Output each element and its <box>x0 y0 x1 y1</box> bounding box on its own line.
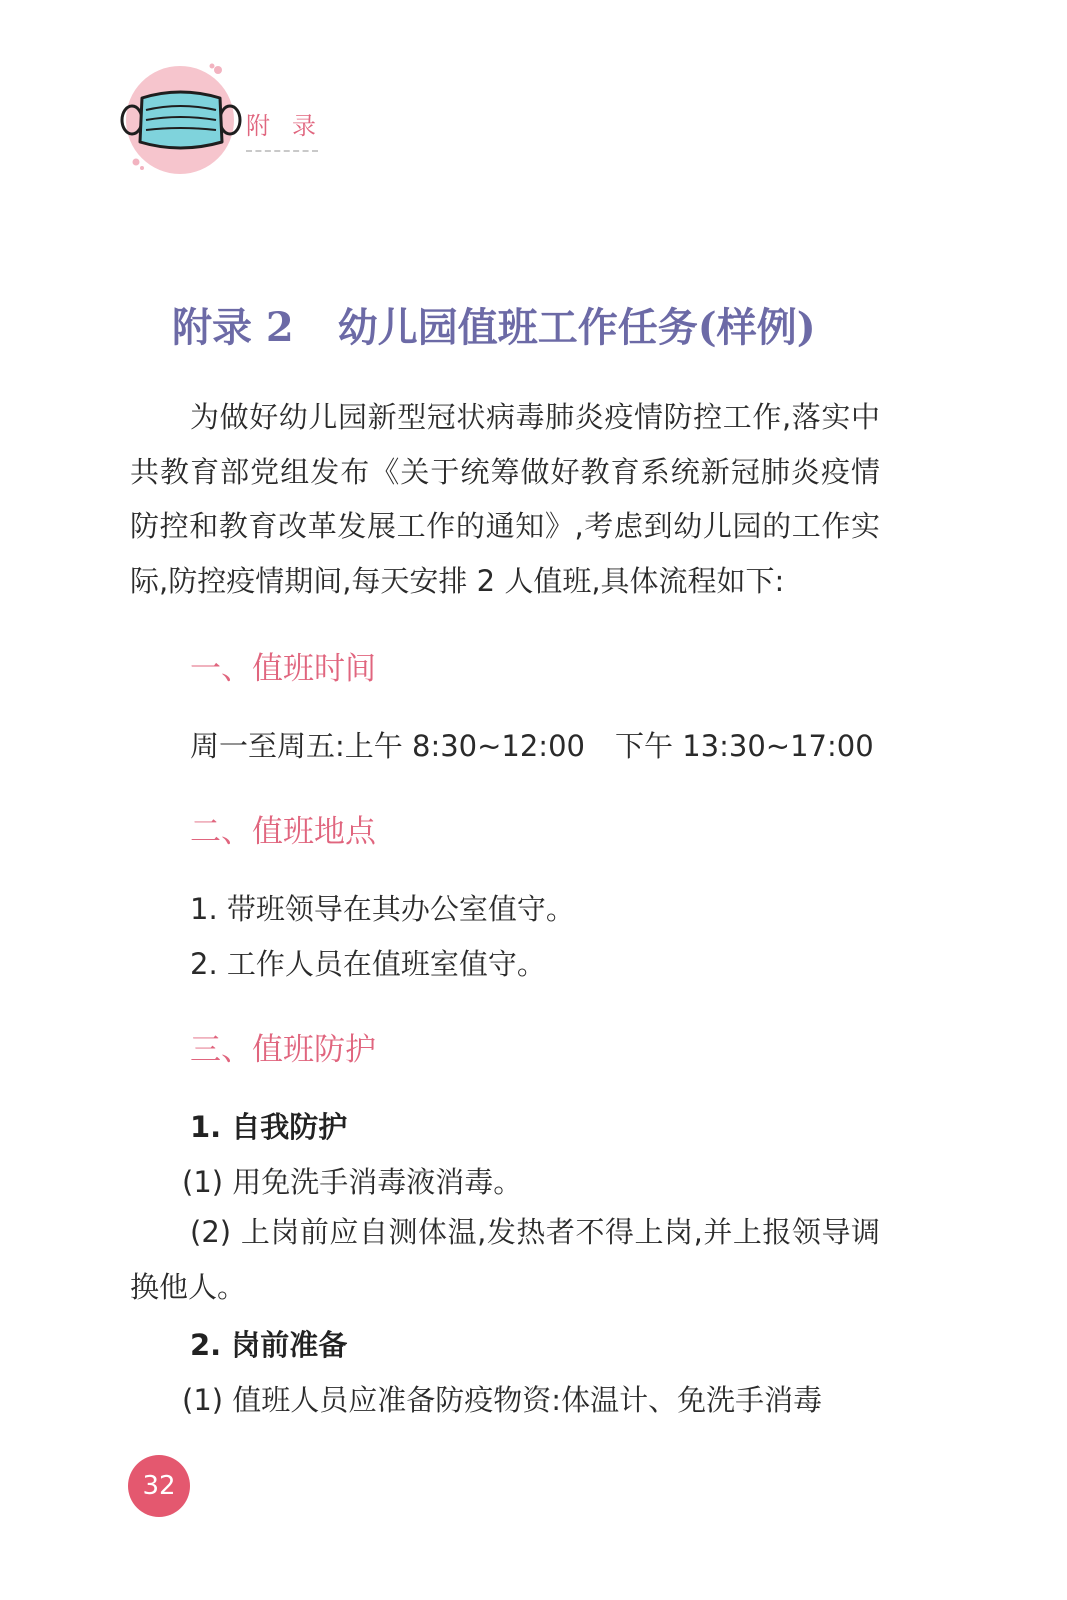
list-item: (1) 值班人员应准备防疫物资:体温计、免洗手消毒 <box>182 1383 823 1417</box>
section-heading-duty-protection: 三、值班防护 <box>190 1032 376 1068</box>
list-item: (1) 用免洗手消毒液消毒。 <box>182 1165 523 1199</box>
subheading-pre-duty-preparation: 2. 岗前准备 <box>190 1328 348 1362</box>
section-heading-duty-location: 二、值班地点 <box>190 814 376 850</box>
title-text: 幼儿园值班工作任务(样例) <box>337 304 816 351</box>
intro-paragraph: 为做好幼儿园新型冠状病毒肺炎疫情防控工作,落实中共教育部党组发布《关于统筹做好教育系统新冠肺炎疫情防控和教育改革发展工作的通知》,考虑到幼儿园的工作实际,防控疫情期间,每天安排 2 人值班,具体流程如下: <box>130 400 880 598</box>
appendix-number: 附录 2 <box>172 304 294 351</box>
schedule-afternoon: 下午 13:30~17:00 <box>614 729 874 763</box>
list-item: 2. 工作人员在值班室值守。 <box>190 947 546 981</box>
page-title <box>172 296 816 353</box>
schedule-morning: 周一至周五:上午 8:30~12:00 <box>190 729 585 763</box>
subheading-self-protection: 1. 自我防护 <box>190 1110 348 1144</box>
face-mask-icon <box>118 58 248 178</box>
page-number: 32 <box>128 1455 190 1517</box>
list-item: 1. 带班领导在其办公室值守。 <box>190 892 575 926</box>
duty-schedule <box>190 724 874 765</box>
section-heading-duty-time: 一、值班时间 <box>190 651 376 687</box>
header-divider <box>246 150 318 152</box>
section-label: 附录 <box>246 112 338 140</box>
list-item: (2) 上岗前应自测体温,发热者不得上岗,并上报领导调换他人。 <box>130 1215 880 1304</box>
